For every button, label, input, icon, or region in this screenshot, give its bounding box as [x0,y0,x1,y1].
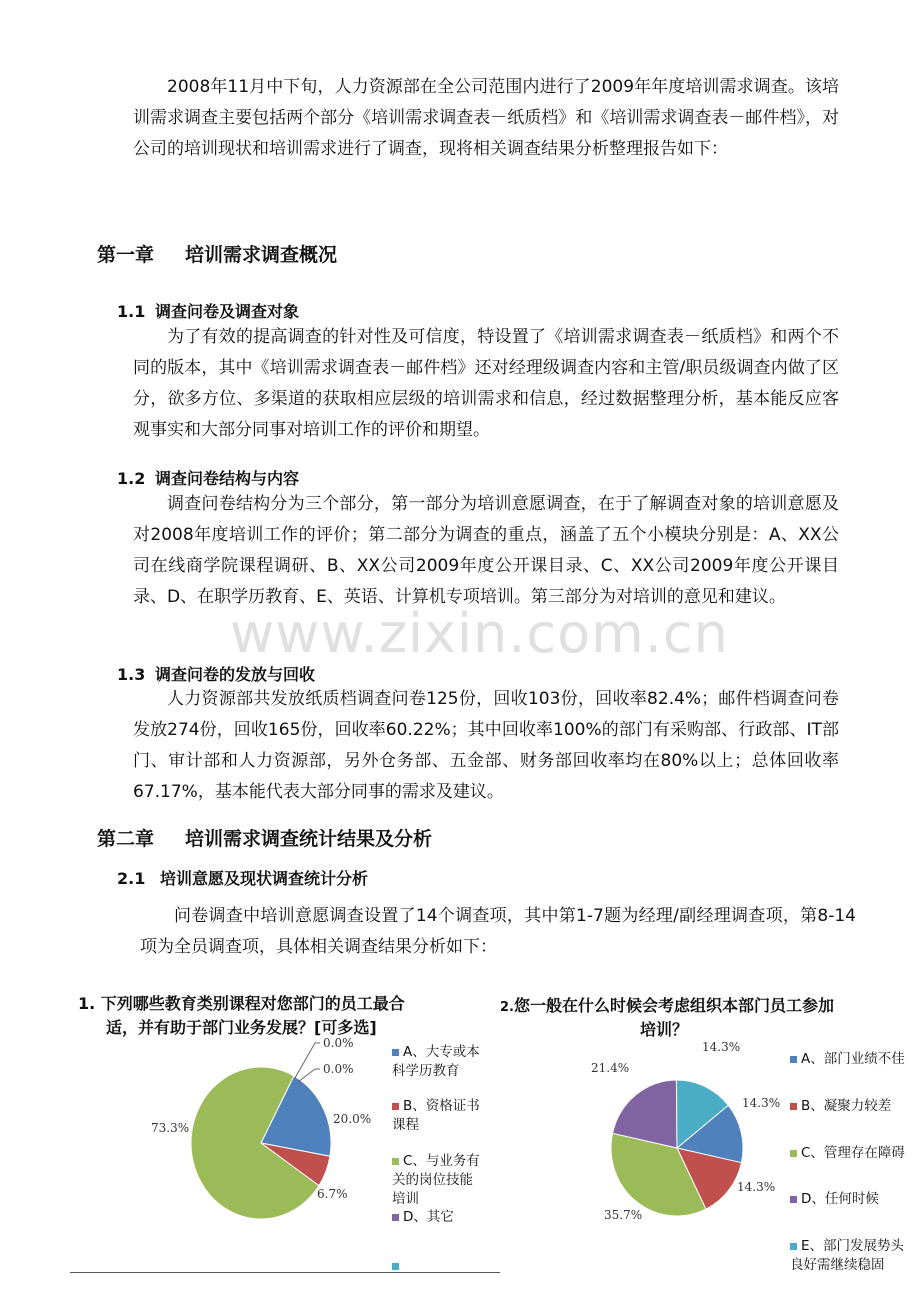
legend-label: C、与业务有 关的岗位技能 培训 [392,1153,480,1207]
pie-value-label: 14.3% [742,1096,781,1110]
legend-label: E、部门发展势头 良好需继续稳固 [790,1238,905,1273]
legend-label: D、任何时候 [801,1191,879,1207]
chart-2-title-line-2: 培训？ [640,1020,689,1039]
legend-label: C、管理存在障碍 [801,1145,905,1161]
chart-2-title-number: 2. [500,1000,514,1015]
section-1-2-number: 1.2 [117,469,146,488]
legend-swatch [790,1243,797,1250]
legend-label: A、部门业绩不佳 [801,1051,905,1067]
section-1-1-body: 为了有效的提高调查的针对性及可信度，特设置了《培训需求调查表－纸质档》和两个不同的版本，其中《培训需求调查表－邮件档》还对经理级调查内容和主管/职员级调查内做了区分，欲多方位、多渠道的获取相应层级的培训需求和信息，经过数据整理分析，基本能反应客观事实和大部分同事对培训工作的评价和期望。 [133,327,839,440]
pie-value-label: 0.0% [323,1062,354,1076]
legend-swatch [790,1103,797,1110]
section-2-1-title: 培训意愿及现状调查统计分析 [160,869,369,888]
chapter-1-number: 第一章 [97,244,155,266]
pie-value-label: 73.3% [151,1121,190,1135]
chart-1-title-line-2: 适，并有助于部门业务发展？[可多选] [106,1018,377,1037]
chapter-2-number: 第二章 [97,828,155,850]
pie-value-label: 14.3% [737,1180,776,1194]
pie-value-label: 35.7% [604,1208,643,1222]
watermark: www.zixin.com.cn [230,602,729,665]
legend-swatch [790,1196,797,1203]
pie-value-label: 0.0% [323,1036,354,1050]
chapter-1-title: 培训需求调查概况 [185,244,338,266]
pie-value-label: 21.4% [591,1061,630,1075]
section-1-3-title: 调查问卷的发放与回收 [155,665,316,684]
legend-label: B、资格证书 课程 [392,1098,480,1133]
legend-label: B、凝聚力较差 [801,1098,892,1114]
legend-swatch [790,1150,797,1157]
section-1-1-title: 调查问卷及调查对象 [155,302,300,321]
section-1-2-title: 调查问卷结构与内容 [155,469,300,488]
section-1-3-number: 1.3 [117,665,146,684]
section-1-2-body: 调查问卷结构分为三个部分，第一部分为培训意愿调查，在于了解调查对象的培训意愿及对2008年度培训工作的评价；第二部分为调查的重点，涵盖了五个小模块分别是：A、XX公司在线商学院课程调研、B、XX公司2009年度公开课目录、C、XX公司2009年度公开课目录、D、在职学历教育、E、英语、计算机专项培训。第三部分为对培训的意见和建议。 [133,494,839,607]
footer-rule [70,1272,500,1273]
pie-value-label: 20.0% [333,1112,372,1126]
chart-1-title-line-1: 1. 下列哪些教育类别课程对您部门的员工最合 [78,994,405,1013]
legend-label: A、大专或本 科学历教育 [392,1044,480,1079]
legend-label: D、其它 [403,1209,454,1225]
intro-paragraph: 2008年11月中下旬，人力资源部在全公司范围内进行了2009年年度培训需求调查。该培训需求调查主要包括两个部分《培训需求调查表－纸质档》和《培训需求调查表－邮件档》，对公司的培训现状和培训需求进行了调查，现将相关调查结果分析整理报告如下： [133,77,839,159]
section-1-1-number: 1.1 [117,302,146,321]
section-1-3-body: 人力资源部共发放纸质档调查问卷125份，回收103份，回收率82.4%；邮件档调查问卷发放274份，回收165份，回收率60.22%；其中回收率100%的部门有采购部、行政部、IT部门、审计部和人力资源部，另外仓务部、五金部、财务部回收率均在80%以上；总体回收率67.17%，基本能代表大部分同事的需求及建议。 [133,689,839,802]
section-2-1-number: 2.1 [117,869,146,888]
pie-value-label: 14.3% [702,1040,741,1054]
pie-value-label: 6.7% [317,1187,348,1201]
section-2-1-body: 问卷调查中培训意愿调查设置了14个调查项，其中第1-7题为经理/副经理调查项，第8-14项为全员调查项，具体相关调查结果分析如下： [140,906,856,957]
chart-2-title-text: 您一般在什么时候会考虑组织本部门员工参加 [513,996,834,1015]
legend-swatch [790,1056,797,1063]
chapter-2-title: 培训需求调查统计结果及分析 [185,828,433,850]
